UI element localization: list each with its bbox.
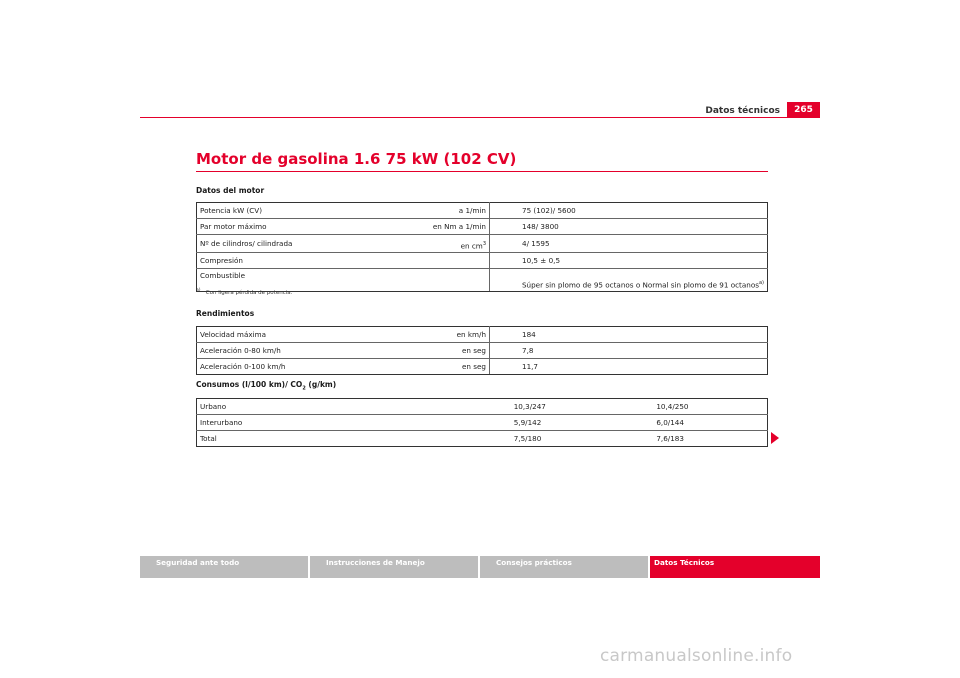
row-label: Aceleración 0-80 km/h (197, 343, 404, 359)
page-title: Motor de gasolina 1.6 75 kW (102 CV) (196, 150, 517, 168)
row-value: 7,8 (490, 343, 768, 359)
row-unit (403, 269, 490, 292)
row-value: 7,5/180 (482, 431, 625, 447)
row-value: 10,3/247 (482, 399, 625, 415)
header-rule (140, 117, 820, 118)
row-unit: en Nm a 1/min (403, 219, 490, 235)
table-row (197, 431, 768, 447)
row-value: 5,9/142 (482, 415, 625, 431)
title-rule (196, 171, 768, 172)
running-header-title: Datos técnicos (705, 106, 780, 116)
rendimientos-table (196, 326, 768, 375)
row-label: Aceleración 0-100 km/h (197, 359, 404, 375)
row-label: Velocidad máxima (197, 327, 404, 343)
row-unit (403, 253, 490, 269)
table-row (197, 235, 768, 253)
rendimientos-heading: Rendimientos (196, 309, 255, 318)
row-label: Total (197, 431, 399, 447)
row-unit: a 1/min (403, 203, 490, 219)
row-unit: en km/h (403, 327, 490, 343)
row-value: 75 (102)/ 5600 (490, 203, 768, 219)
row-unit: en $cm^3$ (403, 235, 490, 253)
nav-tab-seguridad[interactable]: Seguridad ante todo (140, 556, 308, 578)
row-value: 184 (490, 327, 768, 343)
row-label: Nº de cilindros/ cilindrada (197, 235, 404, 253)
table-row (197, 359, 768, 375)
row-value: 7,6/183 (624, 431, 767, 447)
nav-tab-datos-tecnicos[interactable]: Datos Técnicos (650, 556, 820, 578)
table-row (197, 253, 768, 269)
consumos-table (196, 398, 768, 447)
row-label: Potencia kW (CV) (197, 203, 404, 219)
motor-table (196, 202, 768, 292)
table-row (197, 343, 768, 359)
consumos-heading: Consumos (l/100 km)/ $CO_2$ (g/km) (196, 380, 337, 392)
page-number: 265 (787, 102, 820, 118)
table-row (197, 203, 768, 219)
nav-tab-consejos[interactable]: Consejos prácticos (480, 556, 648, 578)
row-label: Combustible (197, 269, 404, 292)
motor-heading: Datos del motor (196, 186, 265, 195)
row-label: Compresión (197, 253, 404, 269)
row-label: Urbano (197, 399, 399, 415)
row-unit: en seg (403, 343, 490, 359)
row-value: 10,4/250 (624, 399, 767, 415)
row-value: 10,5 ± 0,5 (490, 253, 768, 269)
row-value: 6,0/144 (624, 415, 767, 431)
watermark: carmanualsonline.info (600, 646, 793, 666)
nav-tab-instrucciones[interactable]: Instrucciones de Manejo (310, 556, 478, 578)
table-row (197, 415, 768, 431)
row-value: 148/ 3800 (490, 219, 768, 235)
next-page-arrow-icon[interactable] (771, 432, 779, 444)
table-row (197, 399, 768, 415)
footnote: $^{a)}$ Con ligera pérdida de potencia. (196, 288, 293, 296)
row-value: Súper sin plomo de 95 octanos o Normal sin plomo de 91 octanos$^{a)}$ (490, 269, 768, 292)
table-row (197, 327, 768, 343)
row-value: 11,7 (490, 359, 768, 375)
row-label: Par motor máximo (197, 219, 404, 235)
row-unit: en seg (403, 359, 490, 375)
row-label: Interurbano (197, 415, 399, 431)
table-row (197, 219, 768, 235)
row-value: 4/ 1595 (490, 235, 768, 253)
